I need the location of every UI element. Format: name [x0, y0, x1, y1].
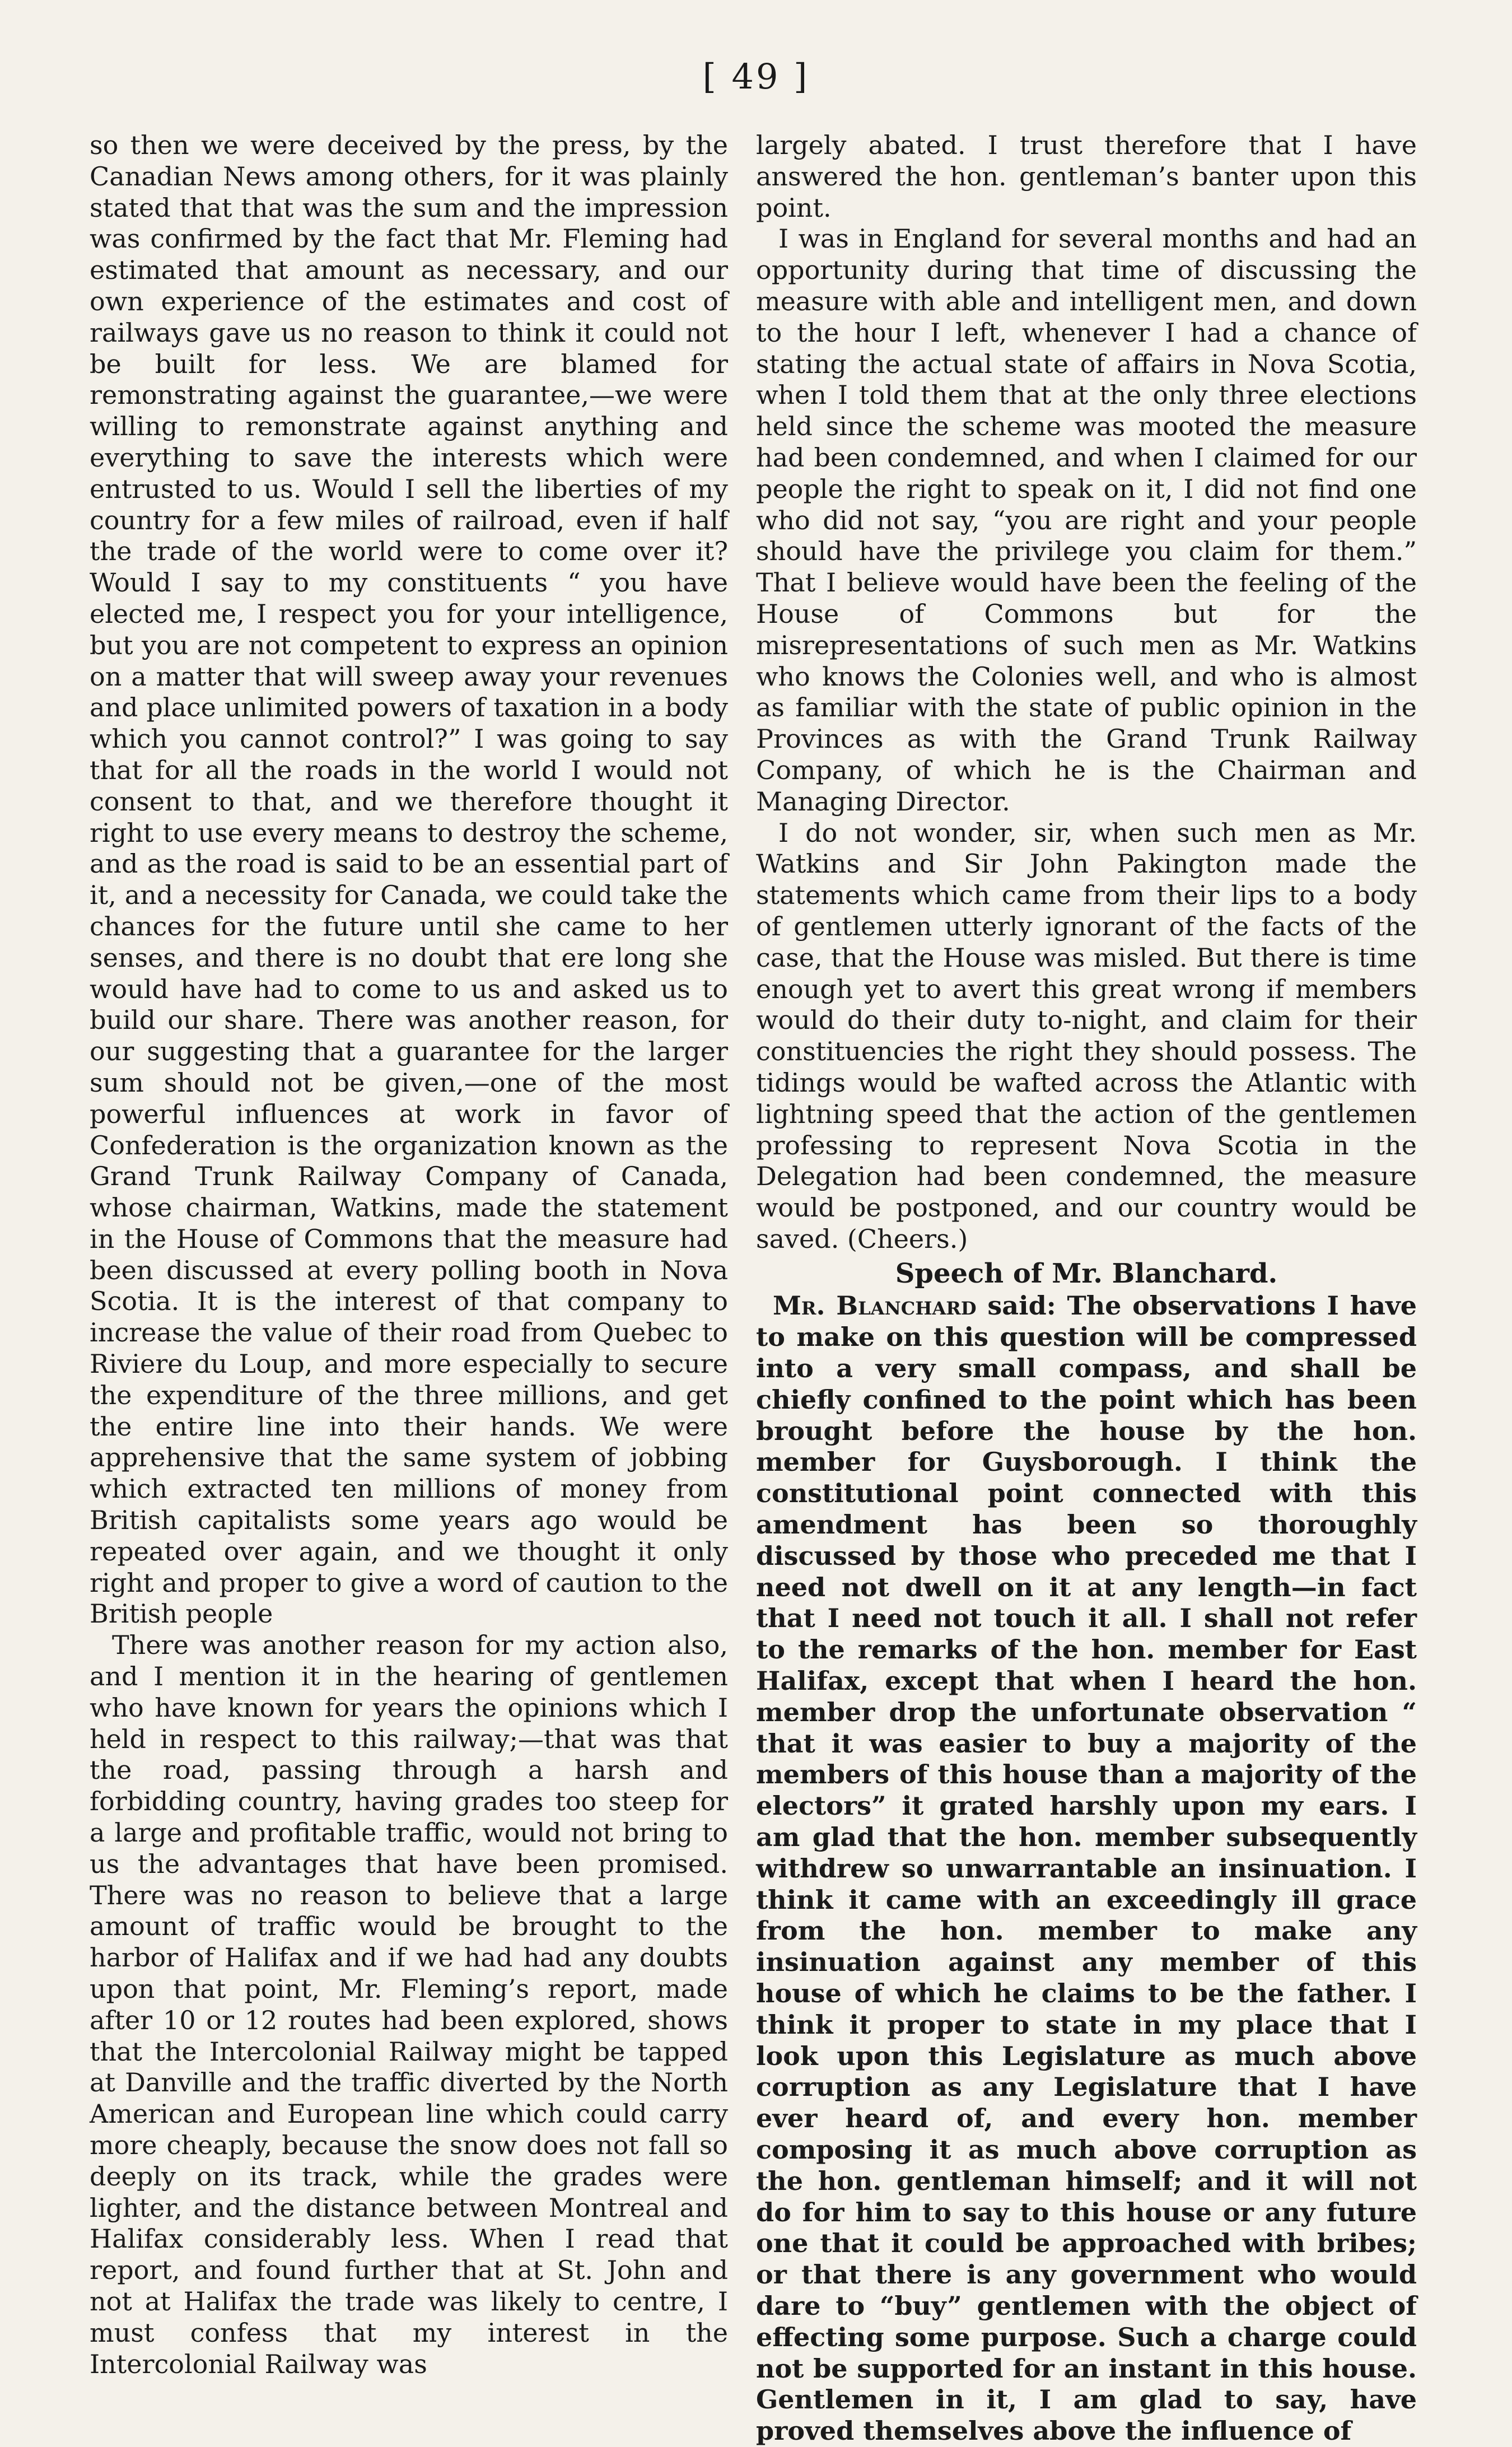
speech-section [756, 1290, 1417, 2446]
speech-body: said: The observations I have to make on this question will be compressed into a very small compass, and shall be chiefly confined to the point which has been brought before the house by the hon. member for Guysborough. I think the constitutional point connected with this amendment has been so thoroughly discussed by those who preceded me that I need not dwell on it at any length—in fact that I need not touch it all. I shall not refer to the remarks of the hon. member for East Halifax, except that when I heard the hon. member drop the unfortunate observation “ that it was easier to buy a majority of the members of this house than a majority of the electors” it grated harshly upon my ears. I am glad that the hon. member subsequently withdrew so unwarrantable an insinuation. I think it came with an exceedingly ill grace from the hon. member to make any insinuation against any member of this house of which he claims to be the father. I think it proper to state in my place that I look upon this Legislature as much above corruption as any Legislature that I have ever heard of, and every hon. member composing it as much above corruption as the hon. gentleman himself; and it will not do for him to say to this house or any future one that it could be approached with bribes; or that there is any government who would dare to “buy” gentlemen with the object of effecting some purpose. Such a charge could not be supported for an instant in this house. Gentlemen in it, I am glad to say, have proved themselves above the influence of [756, 1290, 1417, 2446]
paragraph: so then we were deceived by the press, by the Canadian News among others, for it was plainly stated that that was the sum and the impression was confirmed by the fact that Mr. Fleming had estimated that amount as necessary, and our own experience of the estimates and cost of railways gave us no reason to think it could not be built for less. We are blamed for remonstrating against the guarantee,—we were willing to remonstrate against anything and everything to save the interests which were entrusted to us. Would I sell the liberties of my country for a few miles of railroad, even if half the trade of the world were to come over it? Would I say to my constituents “ you have elected me, I respect you for your intelligence, but you are not competent to express an opinion on a matter that will sweep away your revenues and place unlimited powers of taxation in a body which you cannot control?” I was going to say that for all the roads in the world I would not consent to that, and we therefore thought it right to use every means to destroy the scheme, and as the road is said to be an essential part of it, and a necessity for Canada, we could take the chances for the future until she came to her senses, and there is no doubt that ere long she would have had to come to us and asked us to build our share. There was another reason, for our suggesting that a guarantee for the larger sum should not be given,—one of the most powerful influences at work in favor of Confederation is the organization known as the Grand Trunk Railway Company of Canada, whose chairman, Watkins, made the statement in the House of Commons that the measure had been discussed at every polling booth in Nova Scotia. It is the interest of that company to increase the value of their road from Quebec to Riviere du Loup, and more especially to secure the expenditure of the three millions, and get the entire line into their hands. We were apprehensive that the same system of jobbing which extracted ten millions of money from British capitalists some years ago would be repeated over again, and we thought it only right and proper to give a word of caution to the British people [90, 130, 728, 1629]
speech-paragraph [756, 1290, 1417, 2446]
paragraph: I was in England for several months and had an opportunity during that time of discussing the measure with able and intelligent men, and down to the hour I left, whenever I had a chance of stating the actual state of affairs in Nova Scotia, when I told them that at the only three elections held since the scheme was mooted the measure had been condemned, and when I claimed for our people the right to speak on it, I did not find one who did not say, “you are right and your people should have the privilege you claim for them.” That I believe would have been the feeling of the House of Commons but for the misrepresentations of such men as Mr. Watkins who knows the Colonies well, and who is almost as familiar with the state of public opinion in the Provinces as with the Grand Trunk Railway Company, of which he is the Chairman and Managing Director. [756, 223, 1417, 817]
left-column [90, 130, 728, 2380]
right-column [756, 130, 1417, 2447]
paragraph: There was another reason for my action also, and I mention it in the hearing of gentlemen who have known for years the opinions which I held in respect to this railway;—that was that the road, passing through a harsh and forbidding country, having grades too steep for a large and profitable traffic, would not bring to us the advantages that have been promised. There was no reason to believe that a large amount of traffic would be brought to the harbor of Halifax and if we had had any doubts upon that point, Mr. Fleming’s report, made after 10 or 12 routes had been explored, shows that the Intercolonial Railway might be tapped at Danville and the traffic diverted by the North American and European line which could carry more cheaply, because the snow does not fall so deeply on its track, while the grades were lighter, and the distance between Montreal and Halifax considerably less. When I read that report, and found further that at St. John and not at Halifax the trade was likely to centre, I must confess that my interest in the Intercolonial Railway was [90, 1630, 728, 2379]
speech-heading: Speech of Mr. Blanchard. [895, 1257, 1278, 1289]
paragraph: I do not wonder, sir, when such men as Mr. Watkins and Sir John Pakington made the statements which came from their lips to a body of gentlemen utterly ignorant of the facts of the case, that the House was misled. But there is time enough yet to avert this great wrong if members would do their duty to-night, and claim for their constituencies the right they should possess. The tidings would be wafted across the Atlantic with lightning speed that the action of the gentlemen professing to represent Nova Scotia in the Delegation had been condemned, the measure would be postponed, and our country would be saved. (Cheers.) [756, 817, 1417, 1254]
page-number: [ 49 ] [702, 56, 810, 97]
speaker-name: Mr. Blanchard [773, 1290, 977, 1321]
paragraph: largely abated. I trust therefore that I have answered the hon. gentleman’s banter upon this point. [756, 130, 1417, 223]
